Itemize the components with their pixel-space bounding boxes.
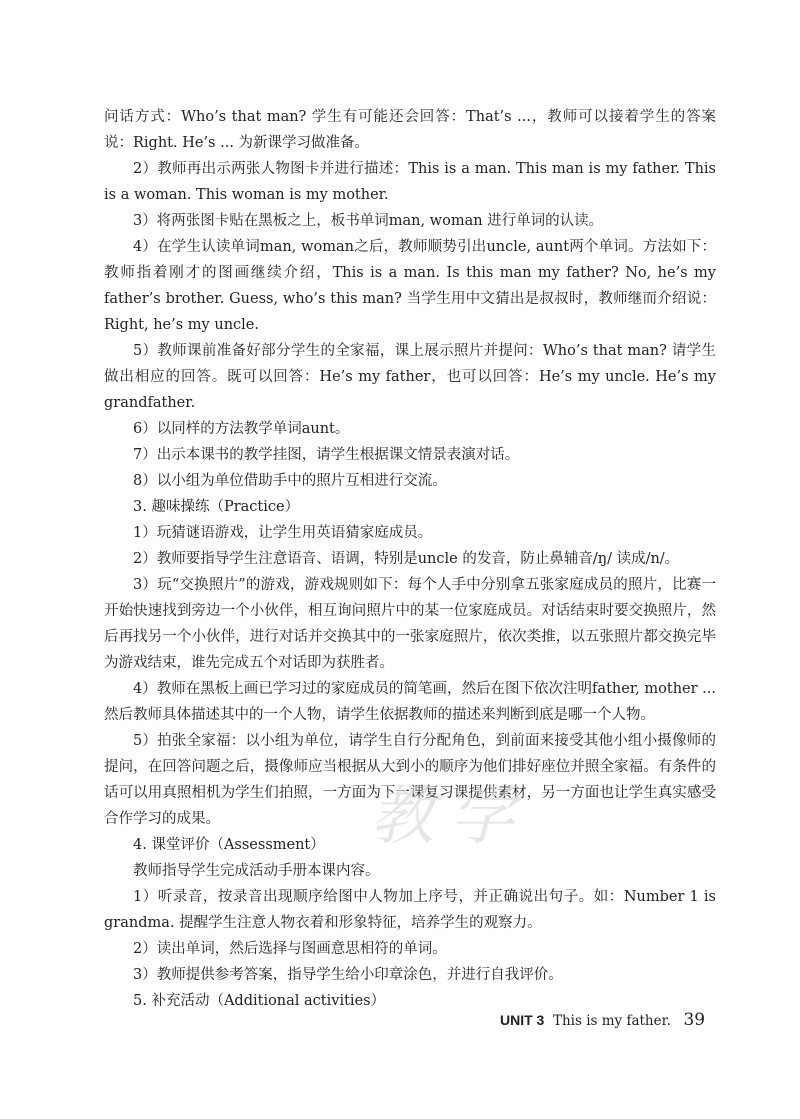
paragraph: 3）教师提供参考答案，指导学生给小印章涂色，并进行自我评价。 xyxy=(133,967,563,983)
paragraph: 问话方式：Who’s that man? 学生有可能还会回答：That’s ...，教师可以接着学生的答案说：Right. He’s ... 为新课学习做准备。 xyxy=(104,109,716,151)
section-heading: 3. 趣味操练（Practice） xyxy=(133,499,300,515)
paragraph: 1）听录音，按录音出现顺序给图中人物加上序号，并正确说出句子。如：Number 1 is grandma. 提醒学生注意人物衣着和形象特征，培养学生的观察力。 xyxy=(104,889,716,931)
paragraph: 3）玩“交换照片”的游戏，游戏规则如下：每个人手中分别拿五张家庭成员的照片，比赛一开始快速找到旁边一个小伙伴，相互询问照片中的某一位家庭成员。对话结束时要交换照片，然后再找另一个小伙伴，进行对话并交换其中的一张家庭照片，依次类推，以五张照片都交换完毕为游戏结束，谁先完成五个对话即为获胜者。 xyxy=(104,577,716,671)
page-footer xyxy=(500,1010,720,1030)
paragraph: 5）拍张全家福：以小组为单位，请学生自行分配角色，到前面来接受其他小组小摄像师的提问，在回答问题之后，摄像师应当根据从大到小的顺序为他们排好座位并照全家福。有条件的话可以用真照相机为学生们拍照，一方面为下一课复习课提供素材，另一方面也让学生真实感受合作学习的成果。 xyxy=(104,733,716,827)
paragraph: 4）在学生认读单词man, woman之后，教师顺势引出uncle, aunt两个单词。方法如下：教师指着刚才的图画继续介绍，This is a man. Is this man my father? No, he’s my father’s brother. Guess, who’s this man? 当学生用中文猜出是叔叔时，教师继而介绍说：Right, he’s my uncle. xyxy=(104,239,716,333)
watermark: 教学 xyxy=(370,780,530,854)
paragraph: 2）教师再出示两张人物图卡并进行描述：This is a man. This man is my father. This is a woman. This woman is my mother. xyxy=(104,161,716,203)
paragraph: 4）教师在黑板上画已学习过的家庭成员的简笔画，然后在图下依次注明father, mother ... 然后教师具体描述其中的一个人物，请学生依据教师的描述来判断到底是哪一个人物。 xyxy=(104,681,716,723)
paragraph: 2）读出单词，然后选择与图画意思相符的单词。 xyxy=(133,941,447,957)
paragraph: 1）玩猜谜语游戏，让学生用英语猜家庭成员。 xyxy=(133,525,433,541)
footer-unit-title: This is my father. xyxy=(552,1013,671,1029)
paragraph: 7）出示本课书的教学挂图，请学生根据课文情景表演对话。 xyxy=(133,447,520,463)
paragraph: 8）以小组为单位借助手中的照片互相进行交流。 xyxy=(133,473,447,489)
section-heading: 4. 课堂评价（Assessment） xyxy=(133,837,325,853)
section-heading: 5. 补充活动（Additional activities） xyxy=(133,993,386,1009)
footer-unit-label: UNIT 3 xyxy=(500,1012,545,1028)
paragraph: 教师指导学生完成活动手册本课内容。 xyxy=(133,863,380,879)
body-text xyxy=(104,104,716,1014)
paragraph: 6）以同样的方法教学单词aunt。 xyxy=(133,421,350,437)
paragraph: 5）教师课前准备好部分学生的全家福，课上展示照片并提问：Who’s that man? 请学生做出相应的回答。既可以回答：He’s my father，也可以回答：He’s my uncle. He’s my grandfather. xyxy=(104,343,716,411)
paragraph: 2）教师要指导学生注意语音、语调，特别是uncle 的发音，防止鼻辅音/ŋ/ 读成/n/。 xyxy=(133,551,680,567)
page-number: 39 xyxy=(683,1010,706,1030)
paragraph: 3）将两张图卡贴在黑板之上，板书单词man, woman 进行单词的认读。 xyxy=(133,213,604,229)
